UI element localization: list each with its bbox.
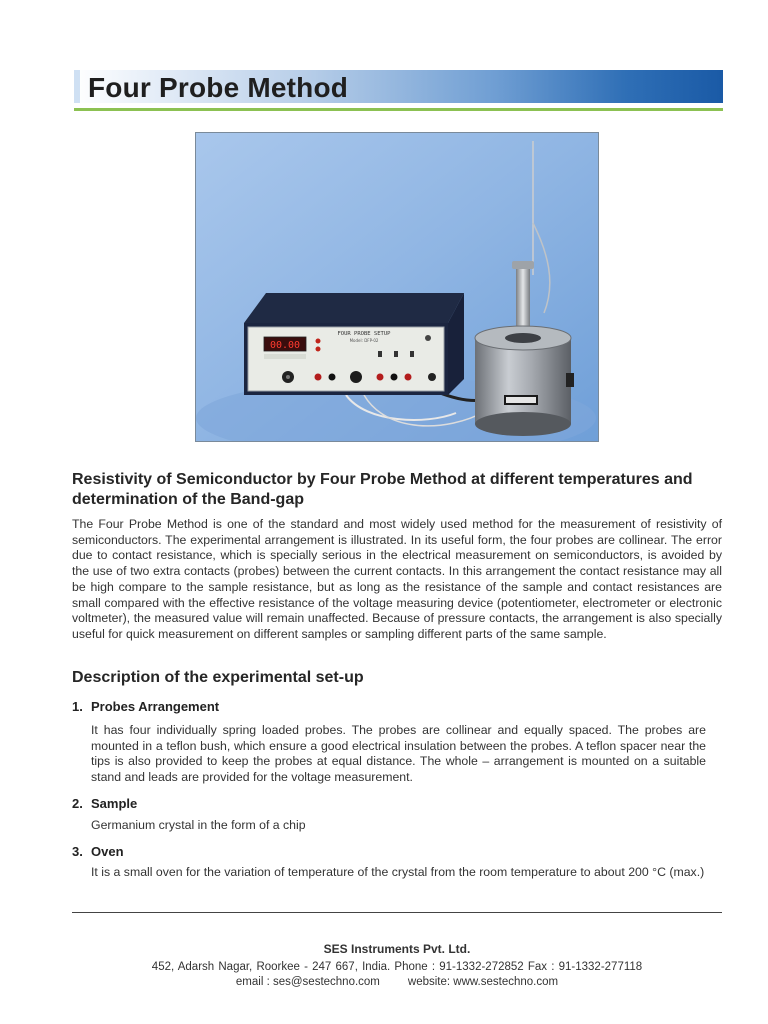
apparatus-photo <box>195 132 599 442</box>
footer-company: SES Instruments Pvt. Ltd. <box>323 942 471 956</box>
footer-email[interactable]: email : ses@sestechno.com <box>235 976 380 988</box>
item-text-sample: Germanium crystal in the form of a chip <box>91 818 306 832</box>
item-title: Probes Arrangement <box>91 699 220 714</box>
title-underline <box>74 108 723 111</box>
footer-website[interactable]: website: www.sestechno.com <box>407 976 559 988</box>
intro-paragraph: The Four Probe Method is one of the standard and most widely used method for the measurement of resistivity of semiconductors. The experimental arrangement is illustrated. In its useful form, the four probes are collinear. The error due to contact resistance, which is specially serious in the electrical measurement on semiconductors, is avoided by the use of two extra contacts (probes) between the current contacts. In this arrangement the contact resistance may all be high compare to the sample resistance, but as long as the resistance of the sample and contact resistances are small compared with the effective resistance of the voltage measuring device (potentiometer, electrometer or electronic voltmeter), the measured value will remain unaffected. Because of pressure contacts, the arrangement is also specially useful for quick measurement on different samples or sampling different parts of the same sample. <box>72 517 722 641</box>
item-number: 1. <box>72 699 83 714</box>
footer-address: 452, Adarsh Nagar, Roorkee - 247 667, India. Phone : 91-1332-272852 Fax : 91-1332-277118 <box>151 961 643 973</box>
item-text-probes: It has four individually spring loaded probes. The probes are collinear and equally spaced. The probes are mounted in a teflon bush, which ensure a good electrical insulation between the probes. A teflon spacer near the tips is also provided to keep the probes at equal distance. The whole – arrangement is mounted on a suitable stand and leads are provided for the voltage measurement. <box>91 723 706 785</box>
page-title: Four Probe Method <box>88 72 349 103</box>
section-heading-resistivity: Resistivity of Semiconductor by Four Probe Method at different temperatures and determination of the Band-gap <box>72 471 693 508</box>
item-heading-sample <box>72 796 137 812</box>
apparatus-illustration <box>196 133 598 441</box>
item-number: 3. <box>72 844 83 859</box>
item-heading-probes <box>72 699 219 715</box>
item-title: Oven <box>91 844 124 859</box>
item-number: 2. <box>72 796 83 811</box>
led-display: 00.00 <box>269 340 301 351</box>
section-heading-setup: Description of the experimental set-up <box>72 669 364 686</box>
panel-title: FOUR PROBE SETUP <box>337 331 391 337</box>
item-title: Sample <box>91 796 138 811</box>
title-bar-accent <box>74 70 80 103</box>
panel-subtitle: Model: DFP-02 <box>349 338 379 343</box>
item-heading-oven <box>72 844 124 860</box>
footer-divider <box>72 912 722 913</box>
footer-contact <box>72 976 722 988</box>
item-text-oven: It is a small oven for the variation of temperature of the crystal from the room temperature to about 200 °C (max.) <box>91 865 705 879</box>
